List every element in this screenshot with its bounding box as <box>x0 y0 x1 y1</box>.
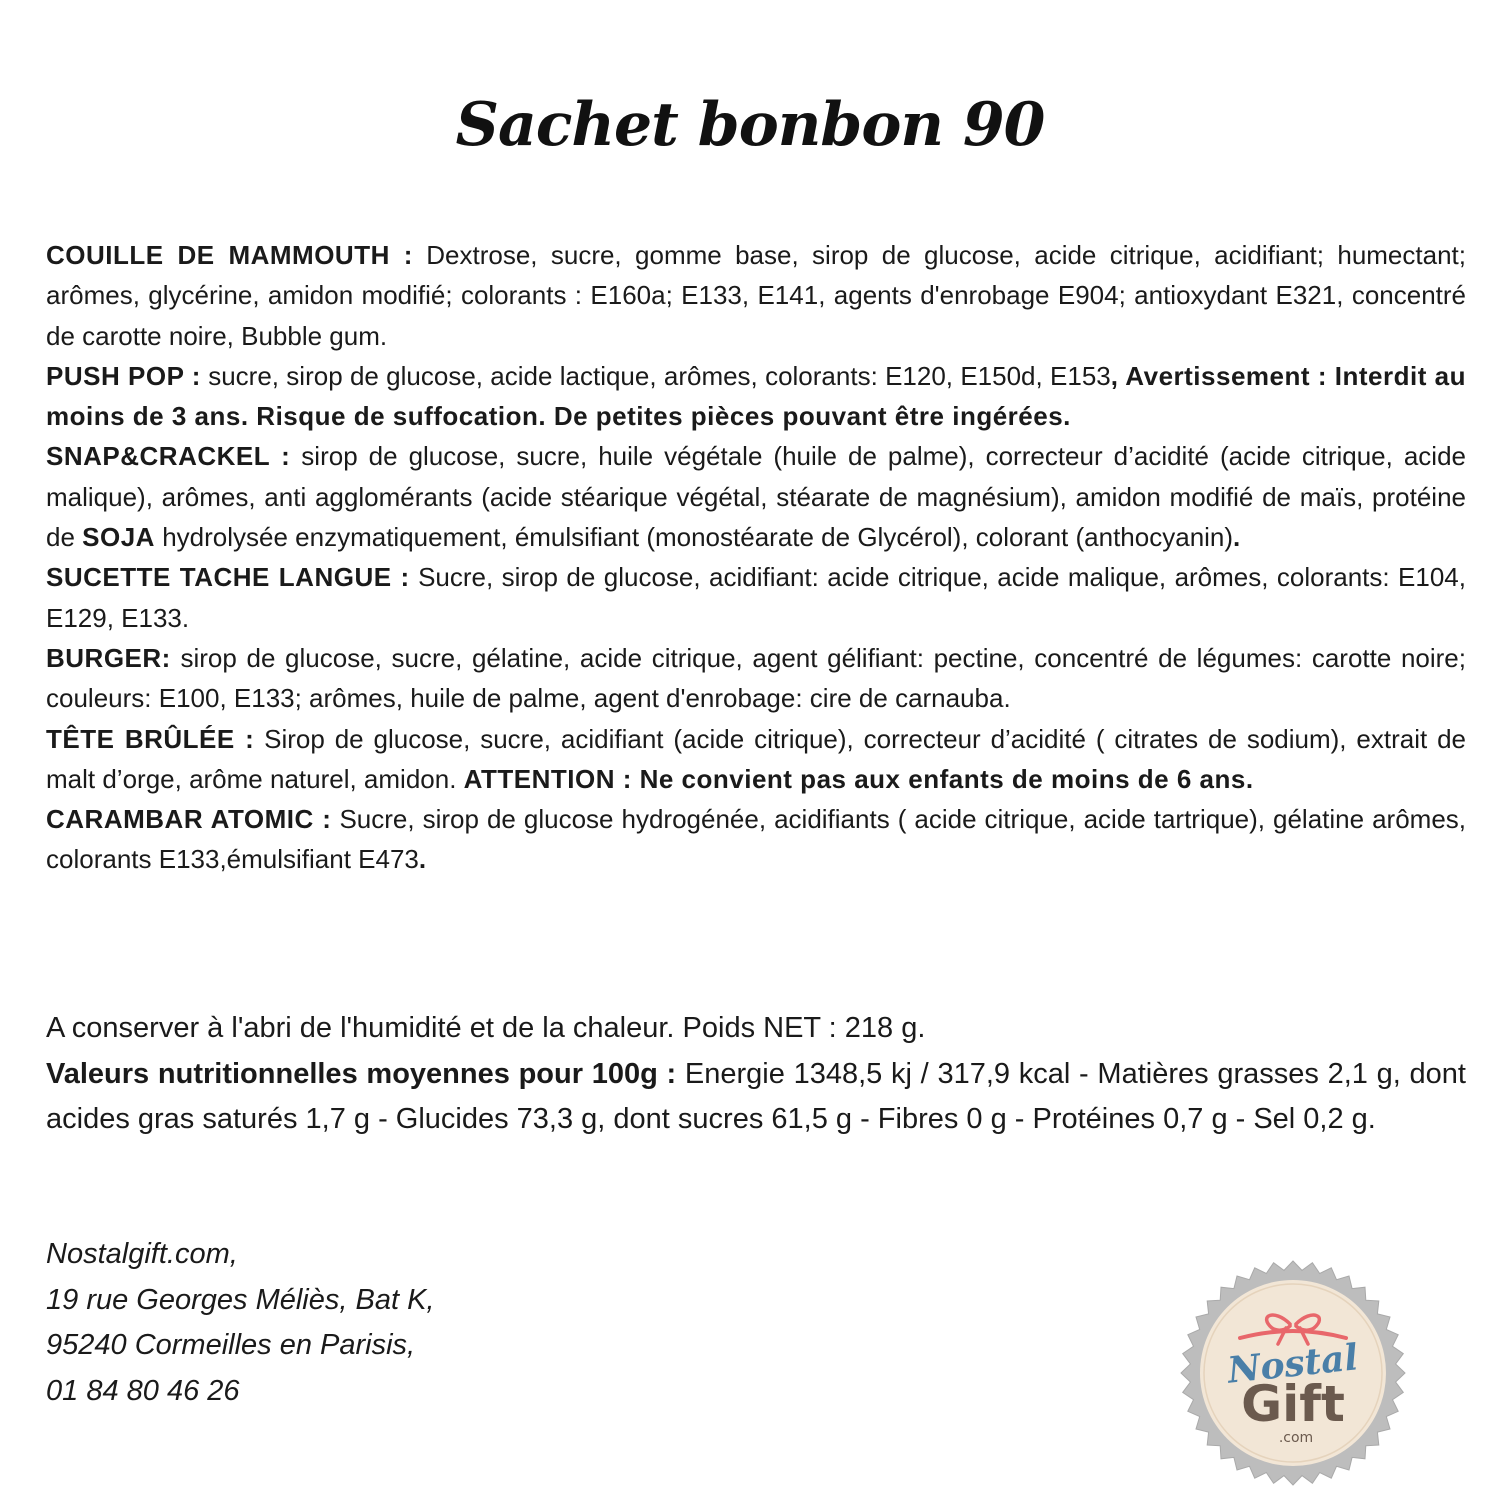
product-sucette-tache-langue <box>46 557 1466 638</box>
product-name: SUCETTE TACHE LANGUE : <box>46 562 410 593</box>
product-name: COUILLE DE MAMMOUTH : <box>46 240 413 270</box>
product-snap-crackel <box>46 436 1466 557</box>
product-ingredients: Sucre, sirop de glucose hydrogénée, acidifiants ( acide citrique, acide tartrique), gélatine arômes, colorants E133,émulsifiant E473 <box>46 804 1467 875</box>
product-couille-de-mammouth <box>46 235 1466 356</box>
product-push-pop <box>46 356 1466 437</box>
allergen-soja: SOJA <box>82 522 155 553</box>
product-ingredients: Sucre, sirop de glucose, acidifiant: acide citrique, acide malique, arômes, colorants: E104, E129, E133. <box>46 562 1466 633</box>
nutrition-values: Energie 1348,5 kj / 317,9 kcal - Matières grasses 2,1 g, dont acides gras saturés 1,7 g - Glucides 73,3 g, dont sucres 61,5 g - Fibres 0 g - Protéines 0,7 g - Sel 0,2 g. <box>46 1057 1466 1135</box>
product-ingredients: sirop de glucose, sucre, gélatine, acide citrique, agent gélifiant: pectine, concentré de légumes: carotte noire; couleurs: E100, E133; arômes, huile de palme, agent d'enrobage: cire de carnauba. <box>46 642 1466 714</box>
product-ingredients: Sirop de glucose, sucre, acidifiant (acide citrique), correcteur d’acidité ( citrates de sodium), extrait de malt d’orge, arôme naturel, amidon. <box>46 723 1467 794</box>
nutrition-info <box>46 1052 1466 1143</box>
product-ingredients: sirop de glucose, sucre, huile végétale (huile de palme), correcteur d’acidité (acide citrique, acide malique), arômes, anti agglomérants (acide stéarique végétal, stéarate de magnésium), amidon modifié de maïs, protéine de <box>46 441 1467 553</box>
product-ingredients-cont: hydrolysée enzymatiquement, émulsifiant (monostéarate de Glycérol), colorant (anthocyanin) <box>154 522 1234 553</box>
product-burger <box>46 638 1466 719</box>
company-address <box>46 1232 434 1414</box>
product-name: BURGER: <box>46 642 171 673</box>
city-address: 95240 Cormeilles en Parisis, <box>46 1329 416 1361</box>
nutrition-label: Valeurs nutritionnelles moyennes pour 100g : <box>46 1057 677 1090</box>
product-end-mark: . <box>418 844 427 875</box>
street-address: 19 rue Georges Méliès, Bat K, <box>46 1283 435 1316</box>
product-name: CARAMBAR ATOMIC : <box>46 804 332 835</box>
product-name: SNAP&CRACKEL : <box>46 441 291 472</box>
logo-text-gift: Gift <box>1241 1375 1345 1433</box>
product-ingredients: sucre, sirop de glucose, acide lactique, arômes, colorants: E120, E150d, E153 <box>200 360 1111 391</box>
ingredients-list <box>46 235 1466 880</box>
product-tete-brulee <box>46 719 1466 800</box>
company-name: Nostalgift.com, <box>46 1238 238 1270</box>
logo-text-nostal: Nostal <box>1225 1336 1361 1392</box>
product-name: PUSH POP : <box>46 360 201 391</box>
product-warning: ATTENTION : Ne convient pas aux enfants de moins de 6 ans. <box>463 763 1254 794</box>
product-ingredients: Dextrose, sucre, gomme base, sirop de glucose, acide citrique, acidifiant; humectant; arômes, glycérine, amidon modifié; colorants : E160a; E133, E141, agents d'enrobage E904; antioxydant E321, concentré de carotte noire, Bubble gum. <box>46 240 1466 351</box>
product-carambar-atomic <box>46 799 1466 880</box>
nostalgift-logo <box>1178 1258 1408 1488</box>
logo-text-com: .com <box>1278 1430 1314 1446</box>
storage-and-nutrition <box>46 1006 1466 1143</box>
product-name: TÊTE BRÛLÉE : <box>46 723 255 754</box>
phone-number: 01 84 80 46 26 <box>46 1374 240 1407</box>
product-end-mark: . <box>1233 522 1241 553</box>
page-title: Sachet bonbon 90 <box>455 90 1045 160</box>
product-warning: , Avertissement : Interdit au moins de 3 ans. Risque de suffocation. De petites pièces pouvant être ingérées. <box>46 360 1467 432</box>
storage-info: A conserver à l'abri de l'humidité et de la chaleur. Poids NET : 218 g. <box>46 1012 926 1044</box>
